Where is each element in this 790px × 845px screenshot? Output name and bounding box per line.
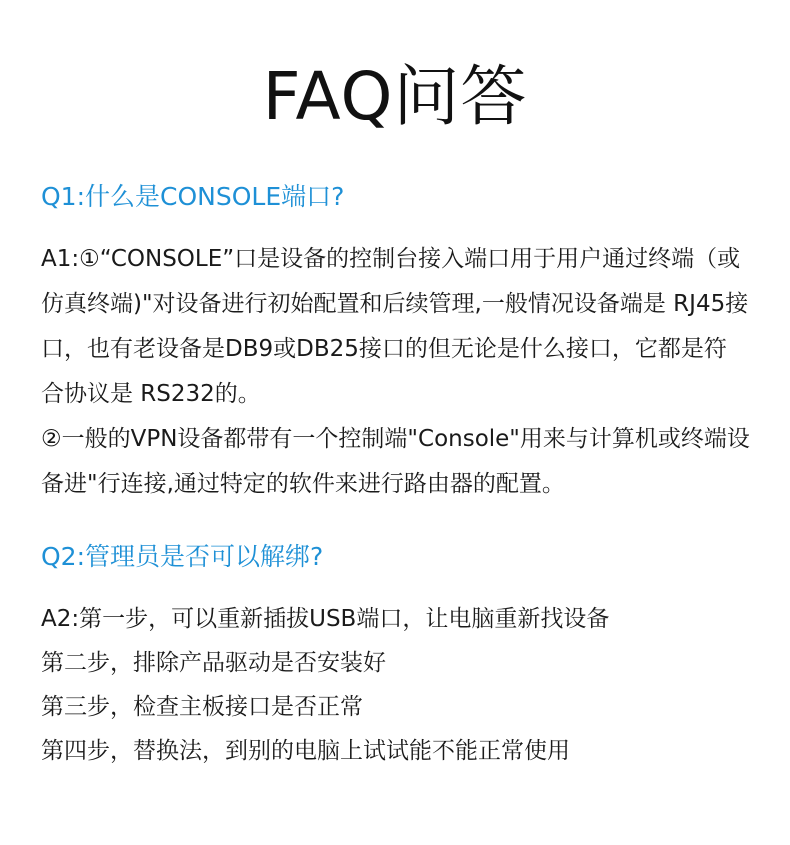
- question-2: Q2:管理员是否可以解绑?: [41, 542, 324, 571]
- answer-1-line: 合协议是 RS232的。: [41, 381, 261, 407]
- answer-1-line: ②一般的VPN设备都带有一个控制端"Console"用来与计算机或终端设: [41, 426, 750, 452]
- answer-2-line: 第四步，替换法，到别的电脑上试试能不能正常使用: [41, 738, 570, 764]
- answer-1-line: A1:①“CONSOLE”口是设备的控制台接入端口用于用户通过终端（或: [41, 246, 741, 272]
- answer-1-line: 备进"行连接,通过特定的软件来进行路由器的配置。: [41, 471, 565, 497]
- answer-1-line: 口，也有老设备是DB9或DB25接口的但无论是什么接口，它都是符: [41, 336, 727, 362]
- page-title: FAQ问答: [262, 58, 528, 135]
- question-1: Q1:什么是CONSOLE端口?: [41, 182, 345, 211]
- answer-2-line: 第二步，排除产品驱动是否安装好: [41, 650, 386, 676]
- answer-1: [41, 237, 753, 507]
- answer-2-line: 第三步，检查主板接口是否正常: [41, 694, 363, 720]
- answer-2-line: A2:第一步，可以重新插拔USB端口，让电脑重新找设备: [41, 606, 610, 632]
- answer-2: [41, 597, 753, 773]
- answer-1-line: 仿真终端)"对设备进行初始配置和后续管理,一般情况设备端是 RJ45接: [41, 291, 749, 317]
